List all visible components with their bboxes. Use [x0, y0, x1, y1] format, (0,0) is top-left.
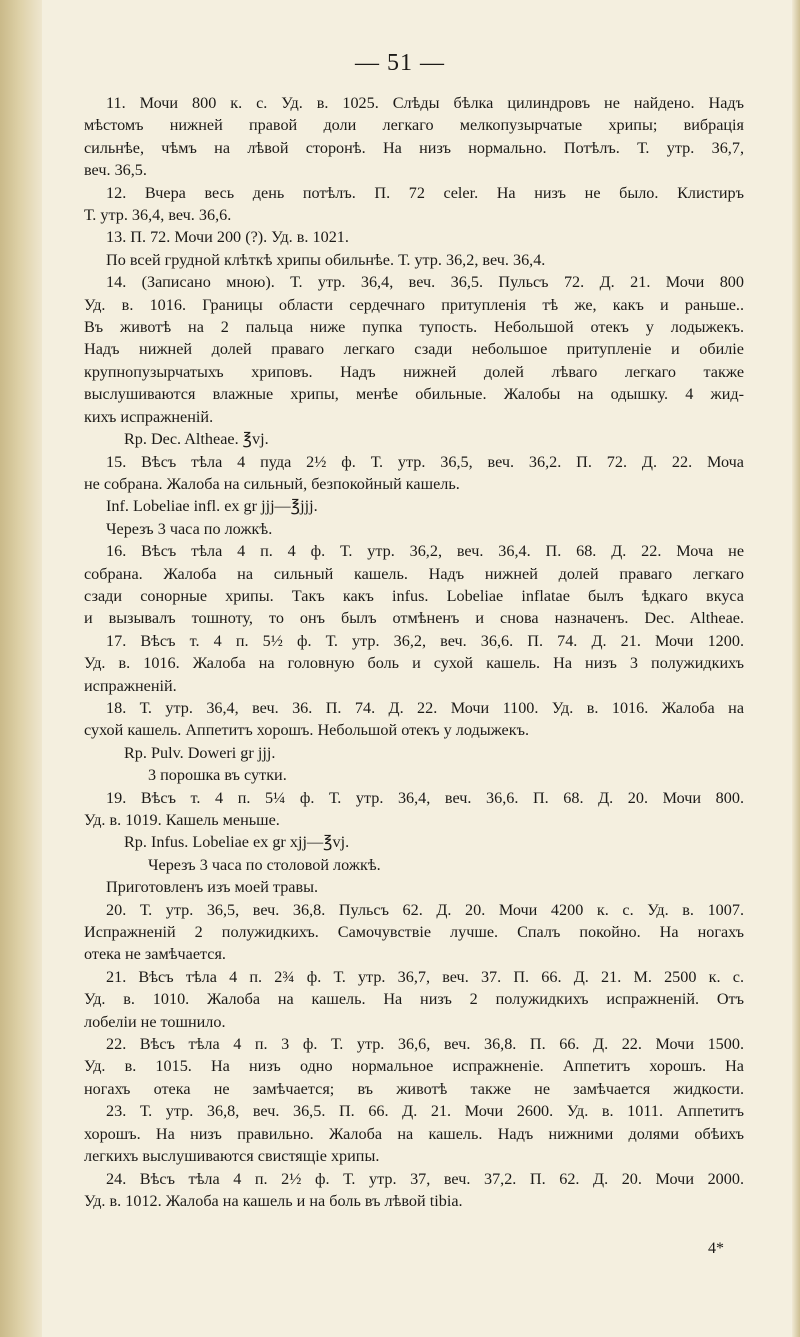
text-line: Rp. Infus. Lobeliae ex gr xjj—℥vj.	[124, 833, 350, 852]
text-line: 16. Вѣсъ тѣла 4 п. 4 ф. Т. утр. 36,2, веч. 36,4. П. 68. Д. 22. Моча не	[106, 542, 744, 561]
text-line: 17. Вѣсъ т. 4 п. 5½ ф. Т. утр. 36,2, веч. 36,6. П. 74. Д. 21. Мочи 1200.	[106, 631, 744, 650]
text-line: Inf. Lobeliae infl. ex gr jjj—℥jjj.	[106, 497, 318, 516]
text-line: 18. Т. утр. 36,4, веч. 36. П. 74. Д. 22. Мочи 1100. Уд. в. 1016. Жалоба на	[106, 698, 744, 717]
text-line: Уд. в. 1010. Жалоба на кашель. На низъ 2 полужидкихъ испражненій. Отъ	[84, 990, 744, 1009]
text-line: Уд. в. 1019. Кашель меньше.	[84, 811, 280, 829]
text-line: Rp. Pulv. Doweri gr jjj.	[124, 743, 276, 762]
text-line: Уд. в. 1016. Жалоба на головную боль и сухой кашель. На низъ 3 полужидкихъ	[84, 654, 744, 673]
text-line: Въ животѣ на 2 пальца ниже пупка тупость. Небольшой отекъ у лодыжекъ.	[84, 318, 744, 337]
text-line: 14. (Записано мною). Т. утр. 36,4, веч. 36,5. Пульсъ 72. Д. 21. Мочи 800	[106, 273, 744, 292]
text-line: Уд. в. 1012. Жалоба на кашель и на боль въ лѣвой tibia.	[84, 1191, 463, 1210]
text-line: 23. Т. утр. 36,8, веч. 36,5. П. 66. Д. 21. Мочи 2600. Уд. в. 1011. Аппетитъ	[106, 1102, 744, 1121]
text-line: отека не замѣчается.	[84, 945, 226, 964]
text-line: мѣстомъ нижней правой доли легкаго мелкопузырчатые хрипы; вибрація	[84, 116, 744, 135]
text-line: Приготовленъ изъ моей травы.	[106, 878, 319, 897]
page-right-edge-shadow	[792, 0, 800, 1337]
text-line: легкихъ выслушиваются свистящіе хрипы.	[84, 1147, 380, 1166]
text-line: 24. Вѣсъ тѣла 4 п. 2½ ф. Т. утр. 37, веч. 37,2. П. 62. Д. 20. Мочи 2000.	[106, 1169, 744, 1188]
text-line: Черезъ 3 часа по ложкѣ.	[106, 519, 273, 538]
text-line: Черезъ 3 часа по столовой ложкѣ.	[148, 855, 381, 874]
text-line: выслушиваются влажные хрипы, менѣе обильные. Жалобы на одышку. 4 жид-	[84, 385, 744, 404]
text-line: 21. Вѣсъ тѣла 4 п. 2¾ ф. Т. утр. 36,7, веч. 37. П. 66. Д. 21. М. 2500 к. с.	[106, 967, 744, 986]
text-line: 22. Вѣсъ тѣла 4 п. 3 ф. Т. утр. 36,6, веч. 36,8. П. 66. Д. 22. Мочи 1500.	[106, 1035, 744, 1054]
signature-mark: 4*	[708, 1240, 724, 1257]
text-line: лобеліи не тошнило.	[84, 1012, 226, 1031]
text-line: 15. Вѣсъ тѣла 4 пуда 2½ ф. Т. утр. 36,5, веч. 36,2. П. 72. Д. 22. Моча	[106, 452, 744, 471]
text-line: Уд. в. 1016. Границы области сердечнаго притупленія тѣ же, какъ и раньше..	[84, 295, 744, 314]
text-line: 3 порошка въ сутки.	[148, 766, 287, 785]
text-line: 20. Т. утр. 36,5, веч. 36,8. Пульсъ 62. Д. 20. Мочи 4200 к. с. Уд. в. 1007.	[106, 900, 744, 919]
page-left-edge-shadow	[0, 0, 42, 1337]
text-line: сильнѣе, чѣмъ на лѣвой сторонѣ. На низъ нормально. Потѣлъ. Т. утр. 36,7,	[84, 138, 744, 157]
text-line: Rp. Dec. Altheae. ℥vj.	[124, 430, 269, 449]
text-line: хорошъ. На низъ правильно. Жалоба на кашель. Надъ нижними долями обѣихъ	[84, 1124, 744, 1143]
page-number: — 51 —	[355, 50, 445, 76]
text-line: испражненій.	[84, 676, 177, 695]
text-line: веч. 36,5.	[84, 161, 147, 180]
text-line: и вызывалъ тошноту, то онъ былъ отмѣненъ и снова назначенъ. Dec. Altheae.	[84, 609, 744, 628]
text-line: По всей грудной клѣткѣ хрипы обильнѣе. Т. утр. 36,2, веч. 36,4.	[106, 250, 546, 269]
text-line: Т. утр. 36,4, веч. 36,6.	[84, 206, 232, 225]
text-line: Испражненій 2 полужидкихъ. Самочувствіе лучше. Спалъ покойно. На ногахъ	[84, 923, 744, 942]
text-line: собрана. Жалоба на сильный кашель. Надъ нижней долей праваго легкаго	[84, 564, 744, 583]
text-line: 11. Мочи 800 к. с. Уд. в. 1025. Слѣды бѣлка цилиндровъ не найдено. Надъ	[106, 94, 744, 112]
text-line: кихъ испражненій.	[84, 407, 214, 426]
text-line: сухой кашель. Аппетитъ хорошъ. Небольшой отекъ у лодыжекъ.	[84, 721, 530, 740]
text-line: сзади сонорные хрипы. Такъ какъ infus. Lobeliae inflatae былъ ѣдкаго вкуса	[84, 586, 744, 605]
text-line: крупнопузырчатыхъ хриповъ. Надъ нижней долей лѣваго легкаго также	[84, 362, 744, 381]
text-line: ногахъ отека не замѣчается; въ животѣ также не замѣчается жидкости.	[84, 1079, 744, 1098]
text-line: 13. П. 72. Мочи 200 (?). Уд. в. 1021.	[106, 228, 349, 247]
text-line: 12. Вчера весь день потѣлъ. П. 72 celer. На низъ не было. Клистиръ	[106, 183, 744, 202]
text-line: Уд. в. 1015. На низъ одно нормальное испражненіе. Аппетитъ хорошъ. На	[84, 1057, 744, 1076]
text-line: 19. Вѣсъ т. 4 п. 5¼ ф. Т. утр. 36,4, веч. 36,6. П. 68. Д. 20. Мочи 800.	[106, 788, 744, 807]
text-line: Надъ нижней долей праваго легкаго сзади небольшое притупленіе и обиліе	[84, 340, 744, 359]
body-text	[84, 92, 744, 1212]
text-line: не собрана. Жалоба на сильный, безпокойный кашель.	[84, 474, 460, 493]
